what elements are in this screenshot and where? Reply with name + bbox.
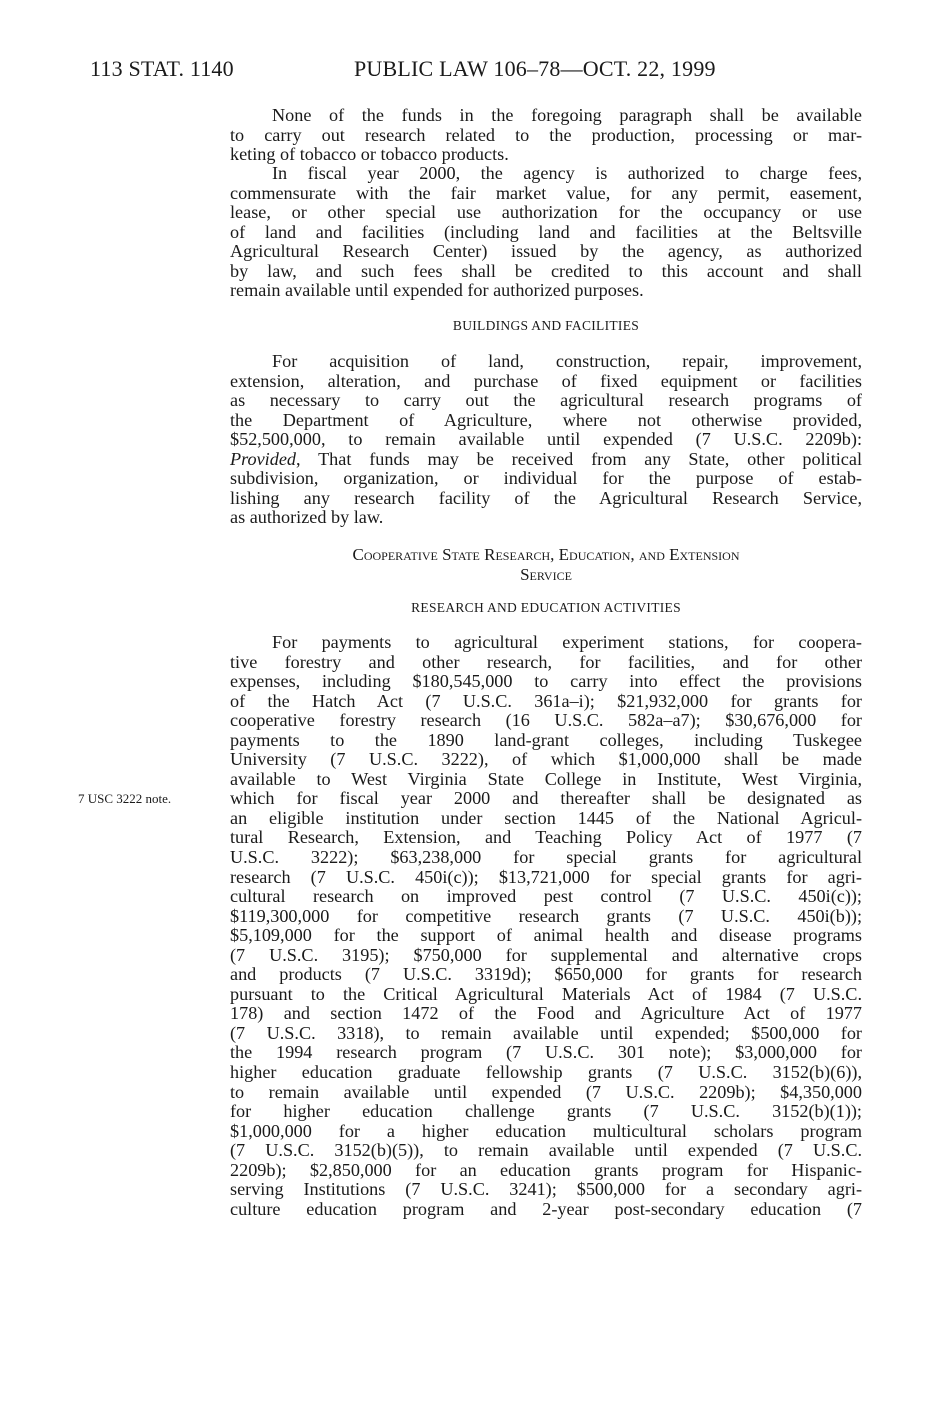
text-line: cultural research on improved pest control (7 U.S.C. 450i(c)); <box>230 886 862 907</box>
text-line: lease, or other special use authorization for the occupancy or use <box>230 202 862 223</box>
text-line: (7 U.S.C. 3195); $750,000 for supplemental and alternative crops <box>230 944 862 965</box>
text-line: subdivision, organization, or individual for the purpose of estab- <box>230 468 862 489</box>
text-line: cooperative forestry research (16 U.S.C. 582a–a7); $30,676,000 for <box>230 710 862 731</box>
text-line: as authorized by law. <box>230 507 384 528</box>
italic-term: Provided <box>230 448 296 469</box>
text-line: $5,109,000 for the support of animal health and disease programs <box>230 925 862 946</box>
text-line: lishing any research facility of the Agricultural Research Service, <box>230 487 862 508</box>
paragraph-fees <box>230 164 862 301</box>
text-line: of the Hatch Act (7 U.S.C. 361a–i); $21,932,000 for grants for <box>230 690 862 711</box>
text-line: tive forestry and other research, for facilities, and for other <box>230 651 862 672</box>
text-line: For acquisition of land, construction, repair, improvement, <box>272 351 862 371</box>
text-line: available to West Virginia State College in Institute, West Virginia, <box>230 768 862 789</box>
text-line: and products (7 U.S.C. 3319d); $650,000 for grants for research <box>230 964 862 985</box>
heading-csrees <box>230 545 862 584</box>
paragraph-research-payments <box>230 633 862 1219</box>
text-line: culture education program and 2-year post-secondary education (7 <box>230 1198 862 1219</box>
heading-csrees-line2: Service <box>520 564 572 584</box>
text-line: for higher education challenge grants (7 U.S.C. 3152(b)(1)); <box>230 1101 862 1122</box>
text-line: In fiscal year 2000, the agency is authorized to charge fees, <box>272 163 862 183</box>
text-line: (7 U.S.C. 3152(b)(5)), to remain available until expended (7 U.S.C. <box>230 1140 862 1161</box>
text-line: $1,000,000 for a higher education multicultural scholars program <box>230 1120 862 1141</box>
heading-research-and-education: RESEARCH AND EDUCATION ACTIVITIES <box>411 600 681 615</box>
text-line: 2209b); $2,850,000 for an education grants program for Hispanic- <box>230 1159 862 1180</box>
text-line: Agricultural Research Center) issued by the agency, as authorized <box>230 241 862 262</box>
text-line <box>230 450 862 470</box>
text-line: to remain available until expended (7 U.S.C. 2209b); $4,350,000 <box>230 1081 862 1102</box>
text-line: For payments to agricultural experiment stations, for coopera- <box>272 632 862 652</box>
text-line: which for fiscal year 2000 and thereafter shall be designated as <box>230 788 862 809</box>
paragraph-tobacco <box>230 106 862 165</box>
text-line: pursuant to the Critical Agricultural Materials Act of 1984 (7 U.S.C. <box>230 983 862 1004</box>
text-line: the 1994 research program (7 U.S.C. 301 note); $3,000,000 for <box>230 1042 862 1063</box>
text-line: to carry out research related to the production, processing or mar- <box>230 124 862 145</box>
margin-note: 7 USC 3222 note. <box>78 791 172 806</box>
text-line: by law, and such fees shall be credited to this account and shall <box>230 260 862 281</box>
text-line: as necessary to carry out the agricultural research programs of <box>230 390 862 411</box>
text-line: the Department of Agriculture, where not otherwise provided, <box>230 409 862 430</box>
text-line: $52,500,000, to remain available until expended (7 U.S.C. 2209b): <box>230 429 862 450</box>
text-line: U.S.C. 3222); $63,238,000 for special grants for agricultural <box>230 847 862 868</box>
text-line: commensurate with the fair market value, for any permit, easement, <box>230 182 862 203</box>
text-line: University (7 U.S.C. 3222), of which $1,000,000 shall be made <box>230 749 862 770</box>
text-segment: , That funds may be received from any State, other political <box>296 448 862 469</box>
text-line: research (7 U.S.C. 450i(c)); $13,721,000 for special grants for agri- <box>230 866 862 887</box>
heading-csrees-line1: Cooperative State Research, Education, and Extension <box>352 545 740 564</box>
text-line: an eligible institution under section 1445 of the National Agricul- <box>230 807 862 828</box>
text-line: 178) and section 1472 of the Food and Agriculture Act of 1977 <box>230 1003 862 1024</box>
text-line: extension, alteration, and purchase of fixed equipment or facilities <box>230 370 862 391</box>
text-line: expenses, including $180,545,000 to carry into effect the provisions <box>230 671 862 692</box>
text-line: tural Research, Extension, and Teaching Policy Act of 1977 (7 <box>230 827 862 848</box>
text-line: None of the funds in the foregoing paragraph shall be available <box>272 105 862 125</box>
text-line: keting of tobacco or tobacco products. <box>230 144 509 165</box>
heading-buildings-and-facilities: BUILDINGS AND FACILITIES <box>452 318 640 333</box>
text-line: payments to the 1890 land-grant colleges, including Tuskegee <box>230 729 862 750</box>
text-line: of land and facilities (including land and facilities at the Beltsville <box>230 221 862 242</box>
text-line: higher education graduate fellowship grants (7 U.S.C. 3152(b)(6)), <box>230 1062 862 1083</box>
paragraph-buildings <box>230 352 862 528</box>
running-header-title: PUBLIC LAW 106–78—OCT. 22, 1999 <box>354 56 716 81</box>
text-line: (7 U.S.C. 3318), to remain available until expended; $500,000 for <box>230 1022 862 1043</box>
text-line: serving Institutions (7 U.S.C. 3241); $500,000 for a secondary agri- <box>230 1179 862 1200</box>
page-reference: 113 STAT. 1140 <box>90 56 234 81</box>
text-line: remain available until expended for authorized purposes. <box>230 280 644 301</box>
text-line: $119,300,000 for competitive research grants (7 U.S.C. 450i(b)); <box>230 905 862 926</box>
